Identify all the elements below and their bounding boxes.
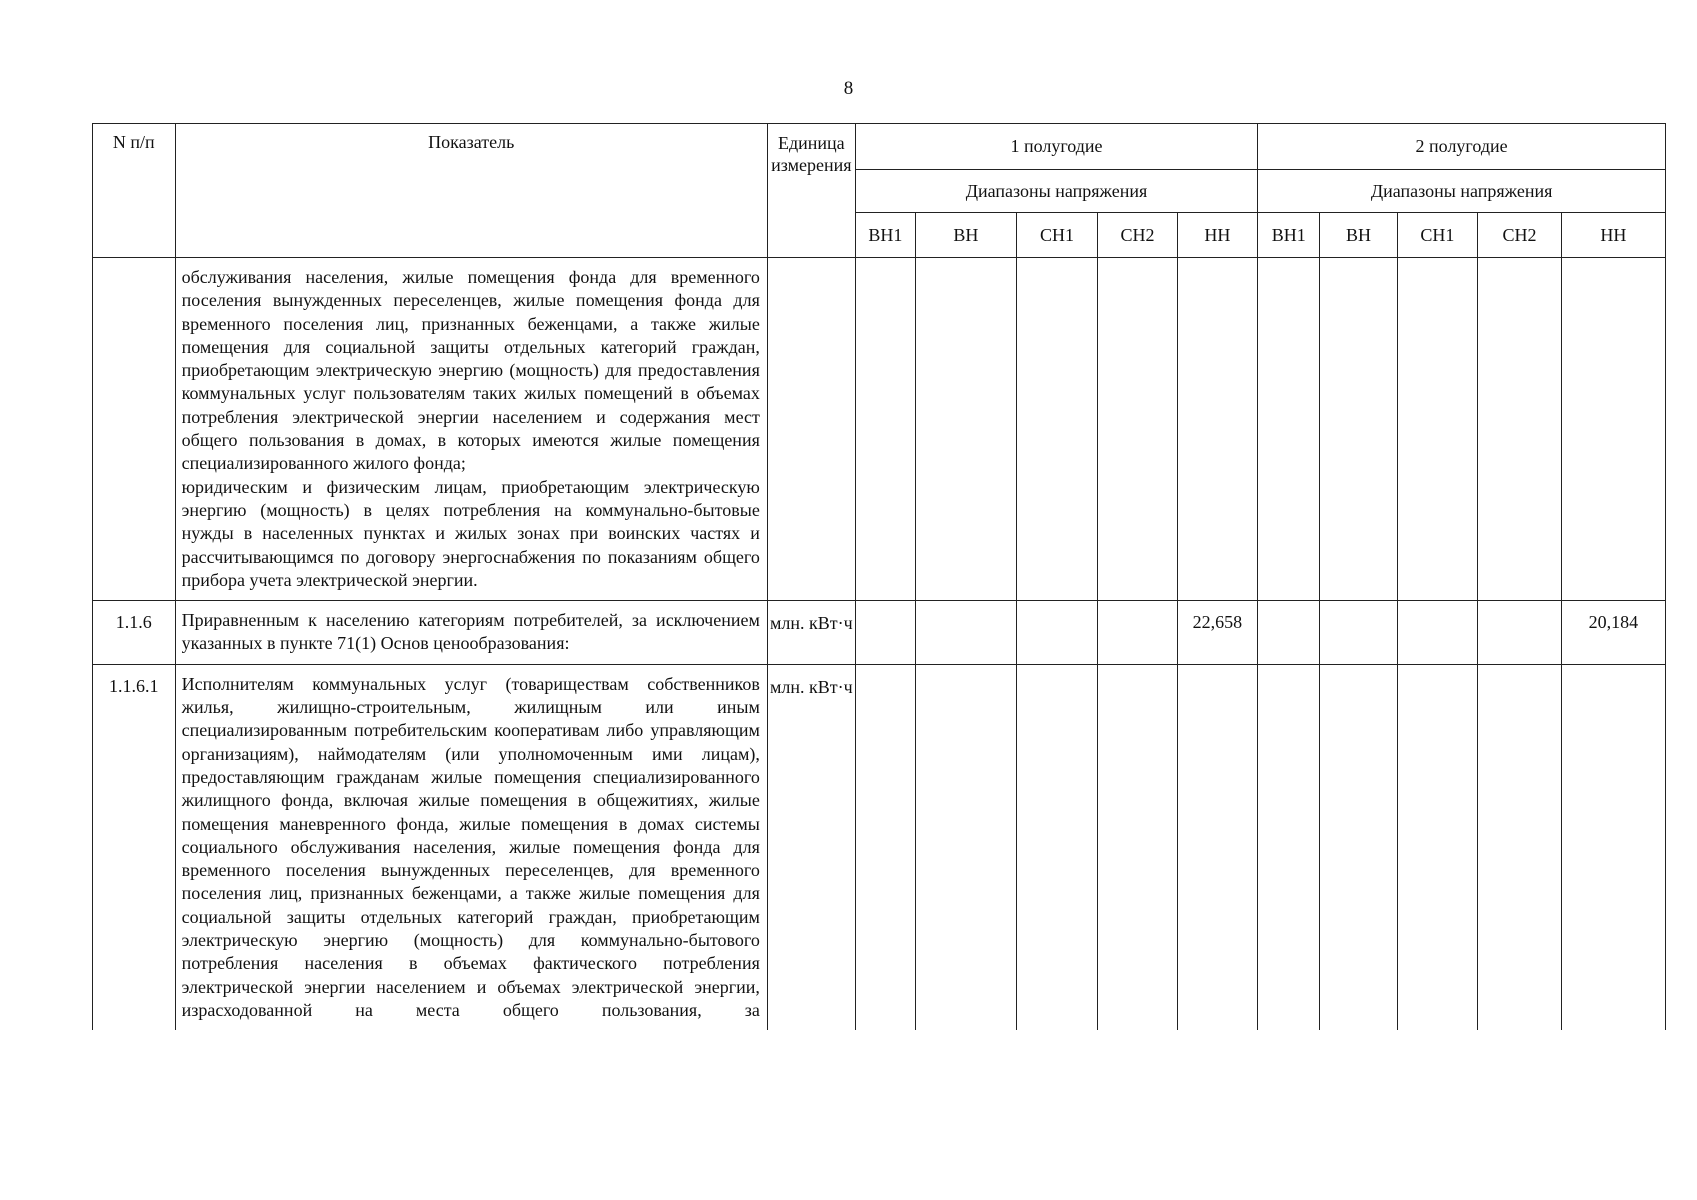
value-cell: [855, 258, 915, 601]
value-cell: [915, 258, 1016, 601]
value-cell: [1320, 601, 1397, 665]
header-voltage-cell: ВН1: [855, 213, 915, 258]
page-number: 8: [843, 78, 854, 99]
value-cell: [1177, 258, 1258, 601]
value-cell: [1258, 664, 1320, 1030]
table-row: [93, 601, 1666, 665]
header-voltage-cell: НН: [1177, 213, 1258, 258]
value-cell: [1098, 601, 1177, 665]
value-cell: [1478, 601, 1562, 665]
value-cell: [1016, 601, 1098, 665]
value-cell: [1016, 258, 1098, 601]
value-cell: [855, 664, 915, 1030]
value-cell: [915, 664, 1016, 1030]
header-voltage-cell: СН2: [1098, 213, 1177, 258]
row-indicator-text: [175, 601, 767, 665]
tariff-table: [92, 123, 1666, 1030]
row-indicator-text: [175, 664, 767, 1030]
value-cell: [1098, 258, 1177, 601]
indicator-paragraph: обслуживания населения, жилые помещения фонда для временного поселения вынужденных переселенцев, жилые помещения фонда для временного поселения лиц, признанных беженцами, а также жилые помещения для социальной защиты отдельных категорий граждан, приобретающим электрическую энергию (мощность) для предоставления коммунальных услуг пользователям таких жилых помещений в объемах потребления электрической энергии населением и содержания мест общего пользования в домах, в которых имеются жилые помещения специализированного жилого фонда;: [181, 267, 760, 474]
row-number: 1.1.6.1: [93, 664, 176, 1030]
value-cell: [915, 601, 1016, 665]
value-cell: [1258, 601, 1320, 665]
row-unit: [767, 258, 855, 601]
value-cell: [1561, 664, 1665, 1030]
header-ranges-2: Диапазоны напряжения: [1258, 170, 1666, 213]
header-voltage-cell: ВН1: [1258, 213, 1320, 258]
value-cell: 20,184: [1561, 601, 1665, 665]
header-indicator: Показатель: [175, 124, 767, 258]
value-cell: [1478, 664, 1562, 1030]
value-cell: [1478, 258, 1562, 601]
row-number: 1.1.6: [93, 601, 176, 665]
row-indicator-text: [175, 258, 767, 601]
value-cell: [1397, 258, 1477, 601]
value-cell: [1177, 664, 1258, 1030]
indicator-paragraph: Исполнителям коммунальных услуг (товариществам собственников жилья, жилищно-строительным, жилищным или иным специализированным потребительским кооперативам либо управляющим организациям), наймодателям (или уполномоченным ими лицам), предоставляющим гражданам жилые помещения специализированного жилищного фонда, включая жилые помещения в общежитиях, жилые помещения маневренного фонда, жилые помещения в домах системы социального обслуживания населения, жилые помещения фонда для временного поселения вынужденных переселенцев, для временного поселения лиц, признанных беженцами, а также жилые помещения для социальной защиты отдельных категорий граждан, приобретающим электрическую энергию (мощность) для коммунально-бытового потребления населения в объемах фактического потребления электрической энергии населением и объемах электрической энергии, израсходованной на места общего пользования, за: [181, 673, 760, 1020]
value-cell: [1016, 664, 1098, 1030]
header-voltage-cell: ВН: [1320, 213, 1397, 258]
value-cell: [1561, 258, 1665, 601]
row-unit: млн. кВт·ч: [767, 664, 855, 1030]
header-voltage-cell: СН1: [1397, 213, 1477, 258]
value-cell: [1258, 258, 1320, 601]
header-half-2: 2 полугодие: [1258, 124, 1666, 170]
value-cell: [1320, 258, 1397, 601]
header-half-1: 1 полугодие: [855, 124, 1257, 170]
value-cell: [1397, 664, 1477, 1030]
value-cell: [855, 601, 915, 665]
indicator-paragraph: Приравненным к населению категориям потребителей, за исключением указанных в пункте 71(1) Основ ценообразования:: [181, 610, 760, 654]
indicator-paragraph: юридическим и физическим лицам, приобретающим электрическую энергию (мощность) в целях потребления на коммунально-бытовые нужды в населенных пунктах и жилых зонах при воинских частях и рассчитывающимся по договору энергоснабжения по показаниям общего прибора учета электрической энергии.: [181, 476, 760, 590]
value-cell: [1098, 664, 1177, 1030]
value-cell: [1397, 601, 1477, 665]
row-unit: млн. кВт·ч: [767, 601, 855, 665]
value-cell: [1320, 664, 1397, 1030]
value-cell: 22,658: [1177, 601, 1258, 665]
row-number: [93, 258, 176, 601]
header-ranges-1: Диапазоны напряжения: [855, 170, 1257, 213]
table-row: [93, 258, 1666, 601]
header-number: N п/п: [93, 124, 176, 258]
header-voltage-cell: СН2: [1478, 213, 1562, 258]
header-voltage-cell: СН1: [1016, 213, 1098, 258]
header-voltage-cell: НН: [1561, 213, 1665, 258]
header-unit: Единица измерения: [767, 124, 855, 258]
header-voltage-cell: ВН: [915, 213, 1016, 258]
table-row: [93, 664, 1666, 1030]
